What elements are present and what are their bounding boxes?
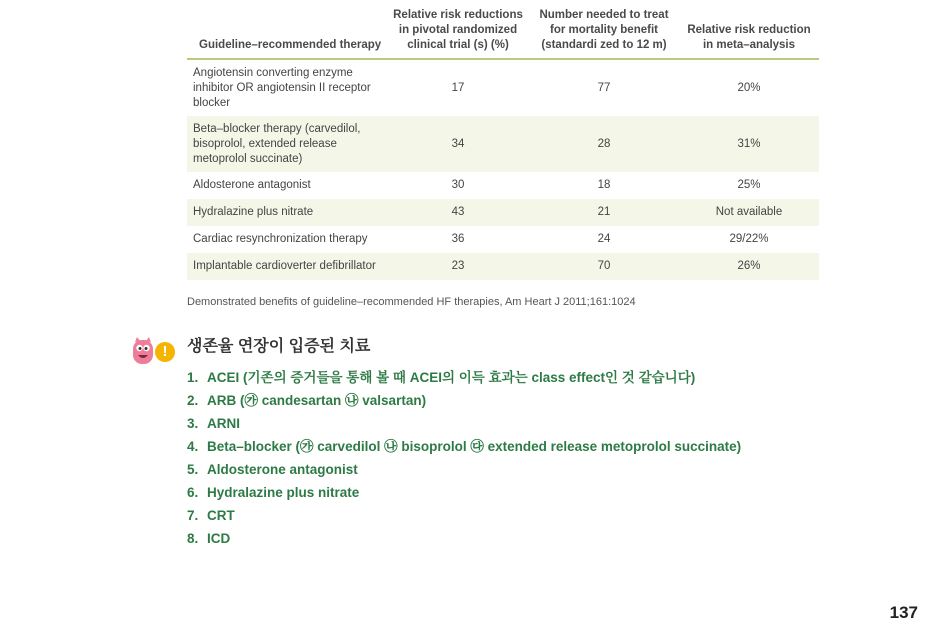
cell-nnt: 18 — [529, 172, 679, 199]
header-meta-analysis: Relative risk reduction in meta–analysis — [679, 6, 819, 59]
list-item-number: 7. — [187, 508, 199, 523]
table-row — [187, 116, 819, 172]
cell-rrr: 34 — [387, 116, 529, 172]
cell-rrr: 43 — [387, 199, 529, 226]
list-item — [187, 458, 741, 481]
cell-therapy: Aldosterone antagonist — [187, 172, 387, 199]
cell-nnt: 70 — [529, 253, 679, 280]
table-row — [187, 199, 819, 226]
cell-rrr: 30 — [387, 172, 529, 199]
therapy-benefits-table — [187, 6, 819, 280]
cell-nnt: 24 — [529, 226, 679, 253]
cell-meta: 29/22% — [679, 226, 819, 253]
header-relative-risk-reduction: Relative risk reductions in pivotal randomized clinical trial (s) (%) — [387, 6, 529, 59]
list-item-text: ICD — [207, 531, 231, 546]
list-item-number: 1. — [187, 370, 199, 385]
table-header-row — [187, 6, 819, 59]
cell-therapy: Hydralazine plus nitrate — [187, 199, 387, 226]
list-item-number: 5. — [187, 462, 199, 477]
list-item-text: ARB (㉮ candesartan ㉯ valsartan) — [207, 393, 427, 408]
cell-meta: 25% — [679, 172, 819, 199]
cell-therapy: Cardiac resynchronization therapy — [187, 226, 387, 253]
table-row — [187, 226, 819, 253]
list-item-number: 3. — [187, 416, 199, 431]
list-item — [187, 435, 741, 458]
list-item-number: 8. — [187, 531, 199, 546]
cell-rrr: 17 — [387, 59, 529, 116]
section-title: 생존율 연장이 입증된 치료 — [187, 338, 371, 355]
therapy-list — [187, 366, 741, 550]
cell-therapy: Angiotensin converting enzyme inhibitor OR angiotensin II receptor blocker — [187, 59, 387, 116]
list-item — [187, 412, 741, 435]
cell-meta: Not available — [679, 199, 819, 226]
list-item-text: CRT — [207, 508, 235, 523]
cell-meta: 31% — [679, 116, 819, 172]
list-item-text: Hydralazine plus nitrate — [207, 485, 360, 500]
list-item-text: ARNI — [207, 416, 240, 431]
list-item — [187, 527, 741, 550]
table-row — [187, 172, 819, 199]
table-row — [187, 253, 819, 280]
header-number-needed-to-treat: Number needed to treat for mortality benefit (standardi zed to 12 m) — [529, 6, 679, 59]
list-item-number: 2. — [187, 393, 199, 408]
list-item — [187, 504, 741, 527]
header-therapy: Guideline–recommended therapy — [187, 6, 387, 59]
list-item-text: Aldosterone antagonist — [207, 462, 358, 477]
cell-nnt: 77 — [529, 59, 679, 116]
table-caption: Demonstrated benefits of guideline–recommended HF therapies, Am Heart J 2011;161:1024 — [187, 296, 636, 308]
cell-rrr: 36 — [387, 226, 529, 253]
list-item — [187, 481, 741, 504]
cell-rrr: 23 — [387, 253, 529, 280]
list-item-number: 6. — [187, 485, 199, 500]
list-item-text: Beta–blocker (㉮ carvedilol ㉯ bisoprolol ㉰ extended release metoprolol succinate) — [207, 439, 742, 454]
list-item — [187, 366, 741, 389]
therapy-benefits-table-container — [187, 6, 819, 280]
cell-therapy: Implantable cardioverter defibrillator — [187, 253, 387, 280]
cell-meta: 26% — [679, 253, 819, 280]
cell-nnt: 28 — [529, 116, 679, 172]
pink-monster-mascot-icon — [131, 336, 155, 366]
exclamation-circle-icon: ! — [155, 342, 175, 362]
list-item-number: 4. — [187, 439, 199, 454]
list-item — [187, 389, 741, 412]
cell-therapy: Beta–blocker therapy (carvedilol, bisoprolol, extended release metoprolol succinate) — [187, 116, 387, 172]
list-item-text: ACEI (기존의 증거들을 통해 볼 때 ACEI의 이득 효과는 class effect인 것 같습니다) — [207, 370, 696, 385]
cell-meta: 20% — [679, 59, 819, 116]
table-row — [187, 59, 819, 116]
page-number: 137 — [889, 603, 918, 622]
cell-nnt: 21 — [529, 199, 679, 226]
